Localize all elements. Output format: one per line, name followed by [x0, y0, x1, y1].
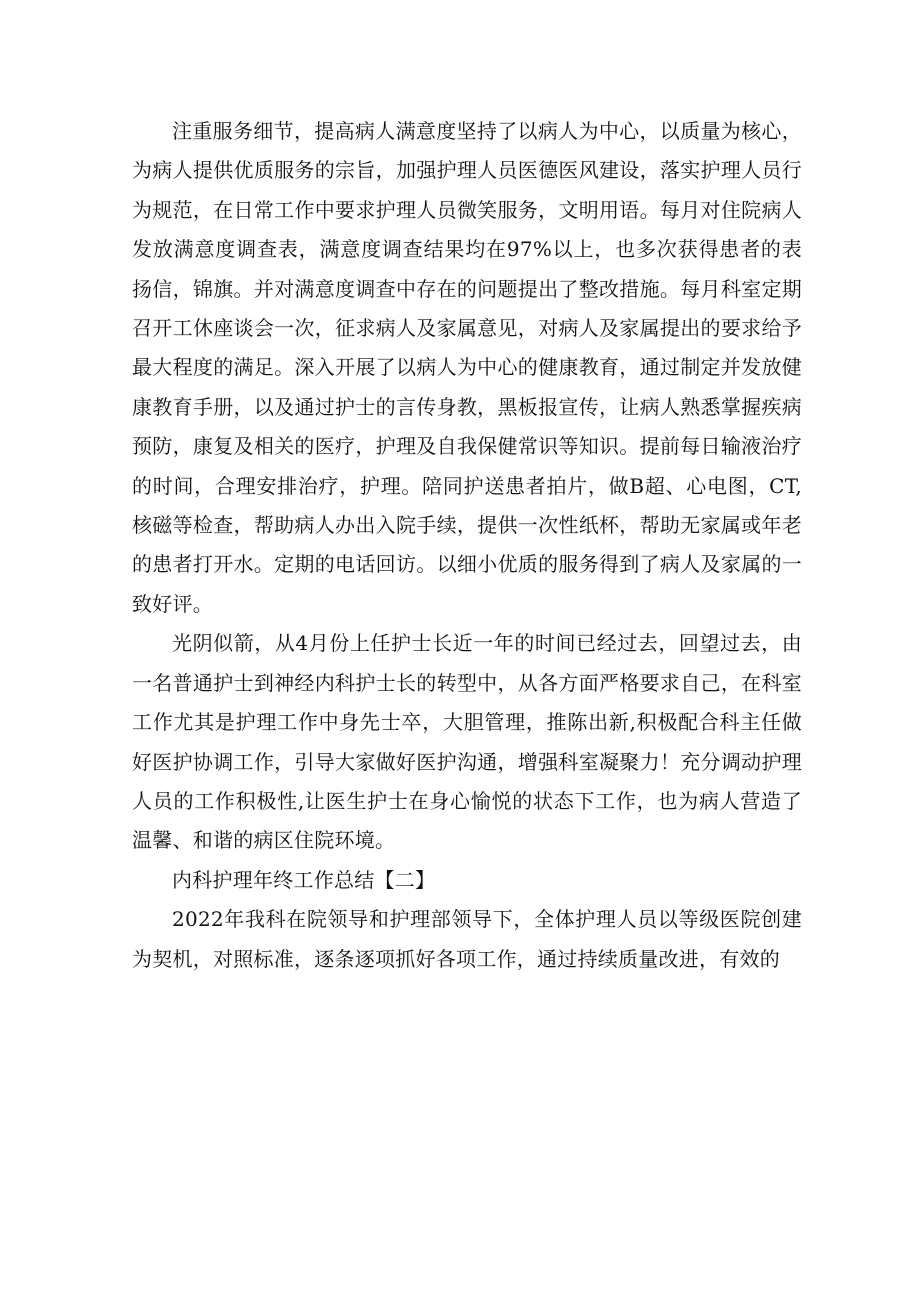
paragraph-head-nurse-review: 光阴似箭，从4月份上任护士长近一年的时间已经过去，回望过去，由一名普通护士到神经内科护士长的转型中，从各方面严格要求自己，在科室工作尤其是护理工作中身先士卒，大胆管理，推陈出新,积极配合科主任做好医护协调工作，引导大家做好医护沟通，增强科室凝聚力！充分调动护理人员的工作积极性,让医生护士在身心愉悦的状态下工作，也为病人营造了温馨、和谐的病区住院环境。 [132, 631, 802, 853]
paragraph-2022-summary: 2022年我科在院领导和护理部领导下，全体护理人员以等级医院创建为契机，对照标准，逐条逐项抓好各项工作，通过持续质量改进，有效的 [132, 907, 802, 971]
section-heading: 内科护理年终工作总结【二】 [172, 867, 436, 892]
document-body [132, 112, 802, 979]
paragraph-service-details: 注重服务细节，提高病人满意度坚持了以病人为中心，以质量为核心，为病人提供优质服务的宗旨，加强护理人员医德医风建设，落实护理人员行为规范，在日常工作中要求护理人员微笑服务，文明用语。每月对住院病人发放满意度调查表，满意度调查结果均在97%以上，也多次获得患者的表扬信，锦旗。并对满意度调查中存在的问题提出了整改措施。每月科室定期召开工休座谈会一次，征求病人及家属意见，对病人及家属提出的要求给予最大程度的满足。深入开展了以病人为中心的健康教育，通过制定并发放健康教育手册，以及通过护士的言传身教，黑板报宣传，让病人熟悉掌握疾病预防，康复及相关的医疗，护理及自我保健常识等知识。提前每日输液治疗的时间，合理安排治疗，护理。陪同护送患者拍片，做B超、心电图，CT,核磁等检查，帮助病人办出入院手续，提供一次性纸杯，帮助无家属或年老的患者打开水。定期的电话回访。以细小优质的服务得到了病人及家属的一致好评。 [132, 119, 802, 616]
